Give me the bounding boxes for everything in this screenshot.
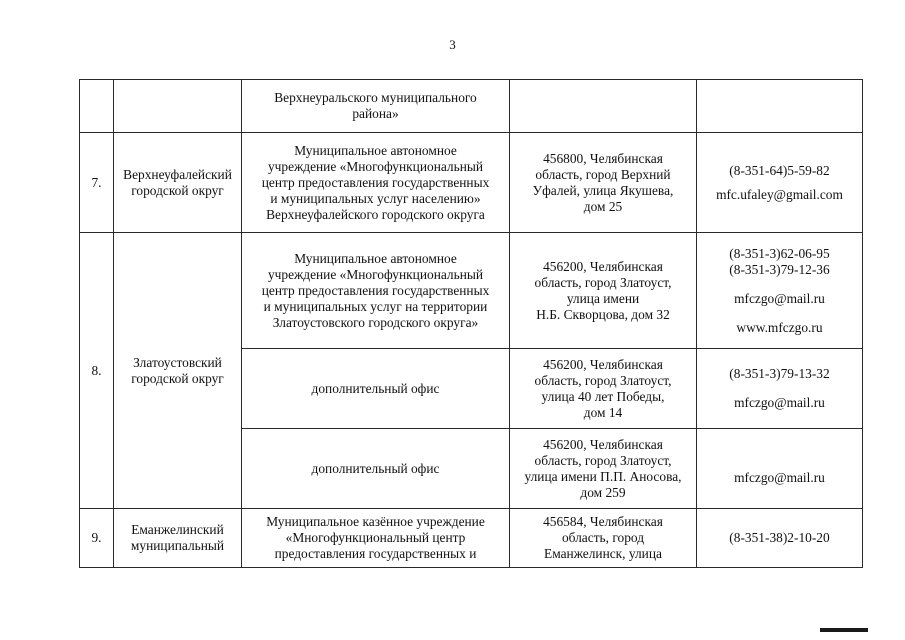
page-number: 3	[449, 37, 456, 52]
address-line: дом 259	[580, 484, 626, 500]
phone-number: (8-351-64)5-59-82	[729, 162, 830, 178]
cell-contacts	[697, 133, 863, 233]
municipality-name: городской округ	[131, 182, 224, 198]
cell-address	[510, 133, 697, 233]
cell-contacts	[697, 509, 863, 568]
cell-institution	[242, 80, 510, 133]
address-line: 456200, Челябинская	[543, 356, 663, 372]
cell-institution	[242, 233, 510, 349]
row-number: 9.	[80, 509, 114, 568]
cell-contacts	[697, 233, 863, 349]
phone-number: (8-351-3)79-12-36	[729, 261, 830, 277]
text-line: Златоустовского городского округа»	[272, 314, 479, 330]
mfc-table	[79, 79, 863, 568]
address-line: Уфалей, улица Якушева,	[532, 182, 674, 198]
text-line: учреждение «Многофункциональный	[267, 266, 484, 282]
text-line: Муниципальное автономное	[294, 142, 457, 158]
address-line: область, город	[561, 530, 645, 545]
text-line: Муниципальное автономное	[294, 250, 457, 266]
municipality-name: Златоустовский	[133, 354, 222, 370]
address-line: Н.Б. Скворцова, дом 32	[536, 306, 670, 322]
text-line: Муниципальное казённое учреждение	[266, 514, 485, 529]
text-line: и муниципальных услуг населению»	[270, 190, 481, 206]
municipality-name: Верхнеуфалейский	[123, 166, 232, 182]
scan-edge-mark	[820, 628, 868, 632]
address-line: область, город Златоуст,	[534, 274, 672, 290]
municipality-name: Еманжелинский	[131, 522, 224, 537]
address-line: область, город Златоуст,	[534, 372, 672, 388]
phone-number: (8-351-3)79-13-32	[729, 366, 830, 381]
text-line: центр предоставления государственных	[261, 174, 490, 190]
email-link[interactable]: mfczgo@mail.ru	[734, 395, 825, 410]
phone-number: (8-351-3)62-06-95	[729, 245, 830, 261]
address-line: улица имени	[566, 290, 640, 306]
cell-contacts	[697, 80, 863, 133]
cell-name	[114, 80, 242, 133]
address-line: улица 40 лет Победы,	[541, 388, 665, 404]
address-line: дом 14	[583, 404, 623, 420]
address-line: улица имени П.П. Аносова,	[524, 468, 682, 484]
email-link[interactable]: mfczgo@mail.ru	[734, 290, 825, 306]
cell-institution: дополнительный офис	[242, 349, 510, 429]
text-line: предоставления государственных и	[274, 546, 477, 561]
table-row-7	[80, 133, 863, 233]
text-line: учреждение «Многофункциональный	[267, 158, 484, 174]
text-line: центр предоставления государственных	[261, 282, 490, 298]
website-link[interactable]: www.mfczgo.ru	[736, 319, 823, 335]
address-line: 456200, Челябинская	[543, 258, 663, 274]
cell-address	[510, 429, 697, 509]
row-number: 7.	[80, 133, 114, 233]
email-link[interactable]: mfc.ufaley@gmail.com	[716, 186, 843, 202]
text-line: и муниципальных услуг на территории	[263, 298, 488, 314]
municipality-name: городской округ	[131, 370, 224, 386]
cell-address	[510, 80, 697, 133]
cell-institution: дополнительный офис	[242, 429, 510, 509]
cell-institution	[242, 509, 510, 568]
cell-num	[80, 80, 114, 133]
address-line: 456200, Челябинская	[543, 436, 663, 452]
cell-address	[510, 233, 697, 349]
phone-number: (8-351-38)2-10-20	[729, 530, 830, 545]
table-row-9	[80, 509, 863, 568]
address-line: 456584, Челябинская	[543, 514, 663, 529]
address-line: Еманжелинск, улица	[544, 546, 662, 561]
municipality-name: муниципальный	[130, 538, 225, 553]
cell-contacts	[697, 349, 863, 429]
cell-contacts	[697, 429, 863, 509]
address-line: область, город Верхний	[535, 166, 671, 182]
table-row-8	[80, 233, 863, 349]
row-number: 8.	[80, 233, 114, 509]
cell-name	[114, 233, 242, 509]
cell-name	[114, 509, 242, 568]
address-line: область, город Златоуст,	[534, 452, 672, 468]
text-line: Верхнеуфалейского городского округа	[266, 206, 485, 222]
text-line: Верхнеуральского муниципального	[274, 90, 477, 105]
table-row-continuation	[80, 80, 863, 133]
text-line: района»	[352, 106, 399, 121]
address-line: 456800, Челябинская	[543, 150, 663, 166]
address-line: дом 25	[583, 198, 623, 214]
cell-address	[510, 509, 697, 568]
cell-address	[510, 349, 697, 429]
email-link[interactable]: mfczgo@mail.ru	[734, 469, 825, 485]
cell-name	[114, 133, 242, 233]
cell-institution	[242, 133, 510, 233]
text-line: «Многофункциональный центр	[285, 530, 466, 545]
